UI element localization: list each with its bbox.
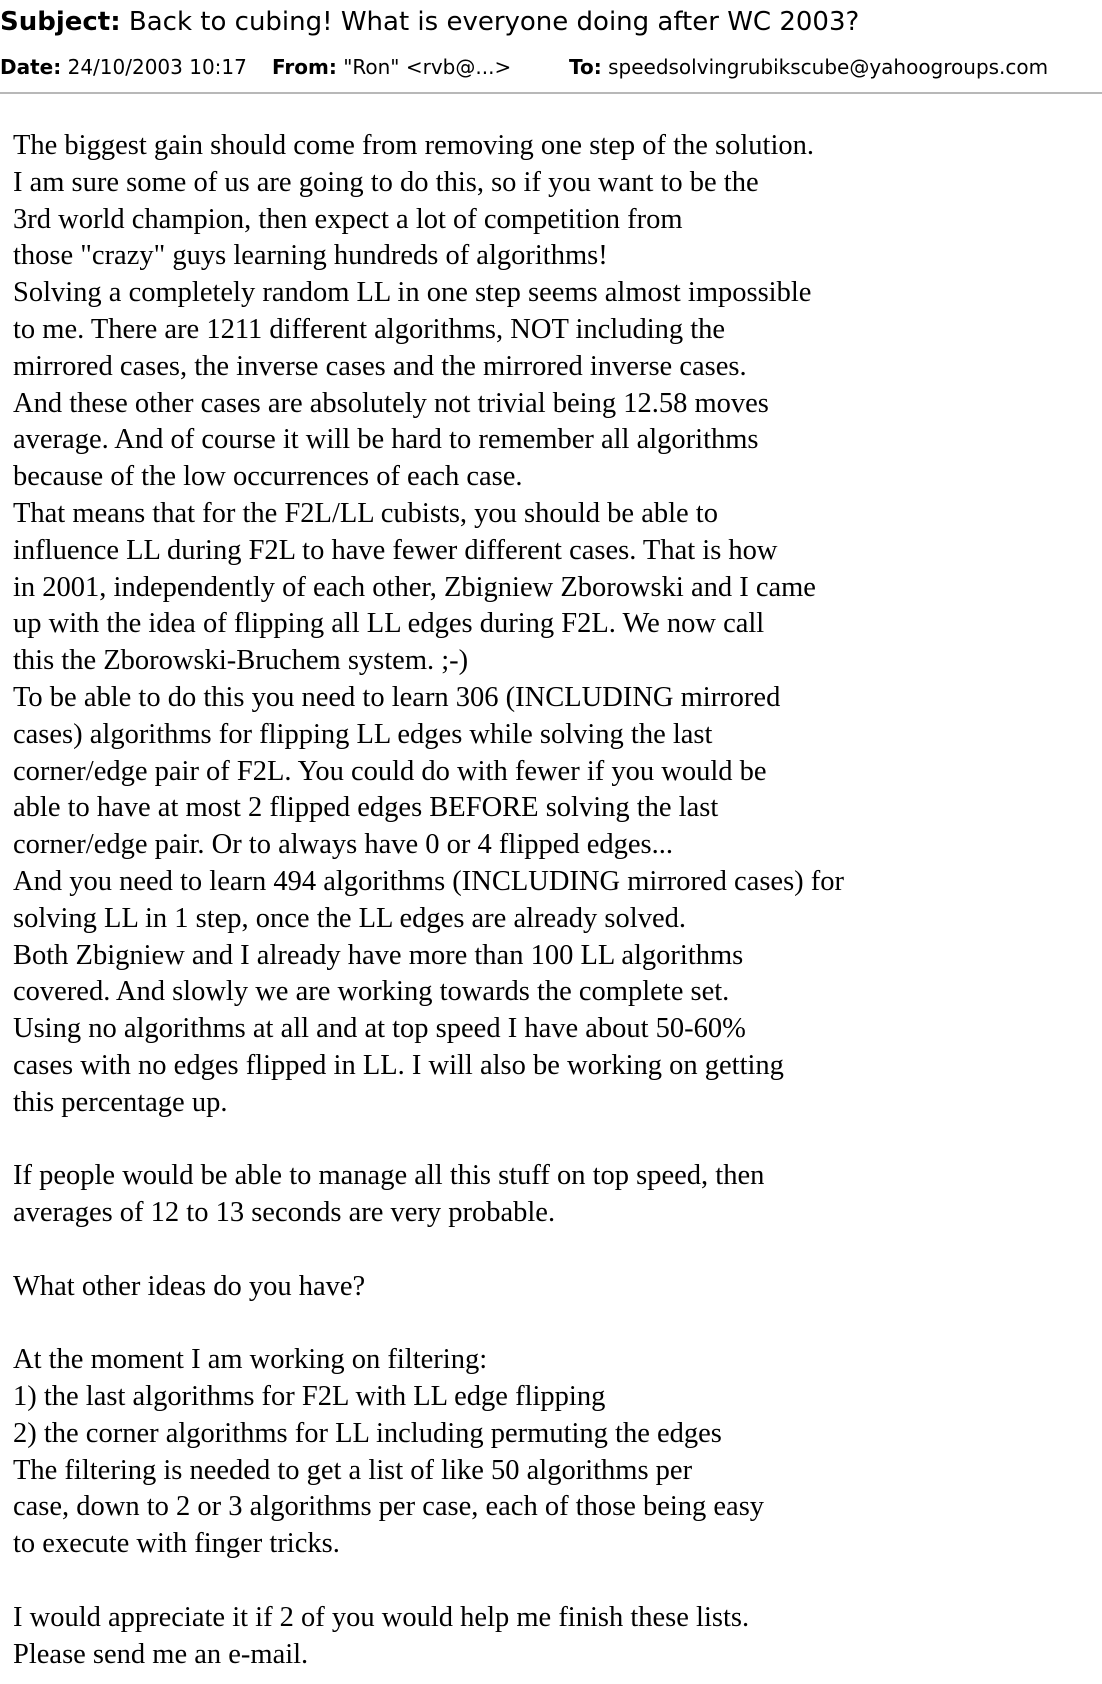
body-line: this the Zborowski-Bruchem system. ;-) [13, 645, 469, 677]
body-line: And these other cases are absolutely not trivial being 12.58 moves [13, 387, 769, 419]
body-line: those "crazy" guys learning hundreds of algorithms! [13, 240, 608, 272]
body-line: in 2001, independently of each other, Zbigniew Zborowski and I came [13, 571, 816, 603]
from-label: From: [272, 55, 337, 79]
date-value: 24/10/2003 10:17 [67, 55, 247, 79]
body-line: because of the low occurrences of each case. [13, 461, 523, 493]
body-line: mirrored cases, the inverse cases and the mirrored inverse cases. [13, 350, 747, 382]
body-line: Solving a completely random LL in one step seems almost impossible [13, 277, 812, 309]
body-line: To be able to do this you need to learn 306 (INCLUDING mirrored [13, 681, 781, 713]
body-line: Using no algorithms at all and at top speed I have about 50-60% [13, 1013, 746, 1045]
body-line: covered. And slowly we are working towards the complete set. [13, 976, 730, 1008]
body-line: case, down to 2 or 3 algorithms per case, each of those being easy [13, 1491, 765, 1523]
blank-line [13, 1563, 1093, 1600]
blank-line [13, 1232, 1093, 1269]
header-divider [0, 92, 1102, 94]
body-line: corner/edge pair of F2L. You could do with fewer if you would be [13, 755, 767, 787]
subject-text: Back to cubing! What is everyone doing after WC 2003? [128, 7, 860, 37]
body-line: I would appreciate it if 2 of you would help me finish these lists. [13, 1601, 750, 1633]
body-line: cases with no edges flipped in LL. I will also be working on getting [13, 1049, 784, 1081]
body-line: cases) algorithms for flipping LL edges while solving the last [13, 718, 713, 750]
body-line: able to have at most 2 flipped edges BEFORE solving the last [13, 792, 719, 824]
to-field [569, 54, 1048, 80]
body-line: solving LL in 1 step, once the LL edges are already solved. [13, 902, 686, 934]
body-line: 2) the corner algorithms for LL including permuting the edges [13, 1417, 722, 1449]
body-line: If people would be able to manage all this stuff on top speed, then [13, 1160, 765, 1192]
body-line: corner/edge pair. Or to always have 0 or 4 flipped edges... [13, 829, 674, 861]
body-line: Both Zbigniew and I already have more than 100 LL algorithms [13, 939, 744, 971]
to-value: speedsolvingrubikscube@yahoogroups.com [608, 55, 1049, 79]
body-line: 3rd world champion, then expect a lot of competition from [13, 203, 683, 235]
body-line: to me. There are 1211 different algorithms, NOT including the [13, 313, 726, 345]
body-line: I am sure some of us are going to do this, so if you want to be the [13, 166, 759, 198]
body-line: average. And of course it will be hard to remember all algorithms [13, 424, 759, 456]
body-line: this percentage up. [13, 1086, 228, 1118]
blank-line [13, 1306, 1093, 1343]
from-field [272, 54, 511, 80]
body-line: averages of 12 to 13 seconds are very probable. [13, 1197, 556, 1229]
body-line: 1) the last algorithms for F2L with LL edge flipping [13, 1381, 606, 1413]
body-line: up with the idea of flipping all LL edges during F2L. We now call [13, 608, 765, 640]
subject-row [0, 6, 859, 38]
email-body [13, 128, 1093, 1673]
from-value: "Ron" <rvb@...> [343, 55, 512, 79]
body-line: What other ideas do you have? [13, 1270, 366, 1302]
body-line: Please send me an e-mail. [13, 1638, 309, 1670]
subject-label: Subject: [0, 7, 121, 37]
email-header [0, 0, 1102, 96]
body-line: The filtering is needed to get a list of like 50 algorithms per [13, 1454, 693, 1486]
body-line: That means that for the F2L/LL cubists, you should be able to [13, 497, 718, 529]
blank-line [13, 1122, 1093, 1159]
date-field [0, 54, 247, 80]
body-line: At the moment I am working on filtering: [13, 1344, 488, 1376]
body-line: The biggest gain should come from removing one step of the solution. [13, 130, 815, 161]
body-line: And you need to learn 494 algorithms (INCLUDING mirrored cases) for [13, 865, 845, 897]
body-line: influence LL during F2L to have fewer different cases. That is how [13, 534, 778, 566]
date-label: Date: [0, 55, 62, 79]
to-label: To: [569, 55, 602, 79]
body-line: to execute with finger tricks. [13, 1528, 340, 1560]
